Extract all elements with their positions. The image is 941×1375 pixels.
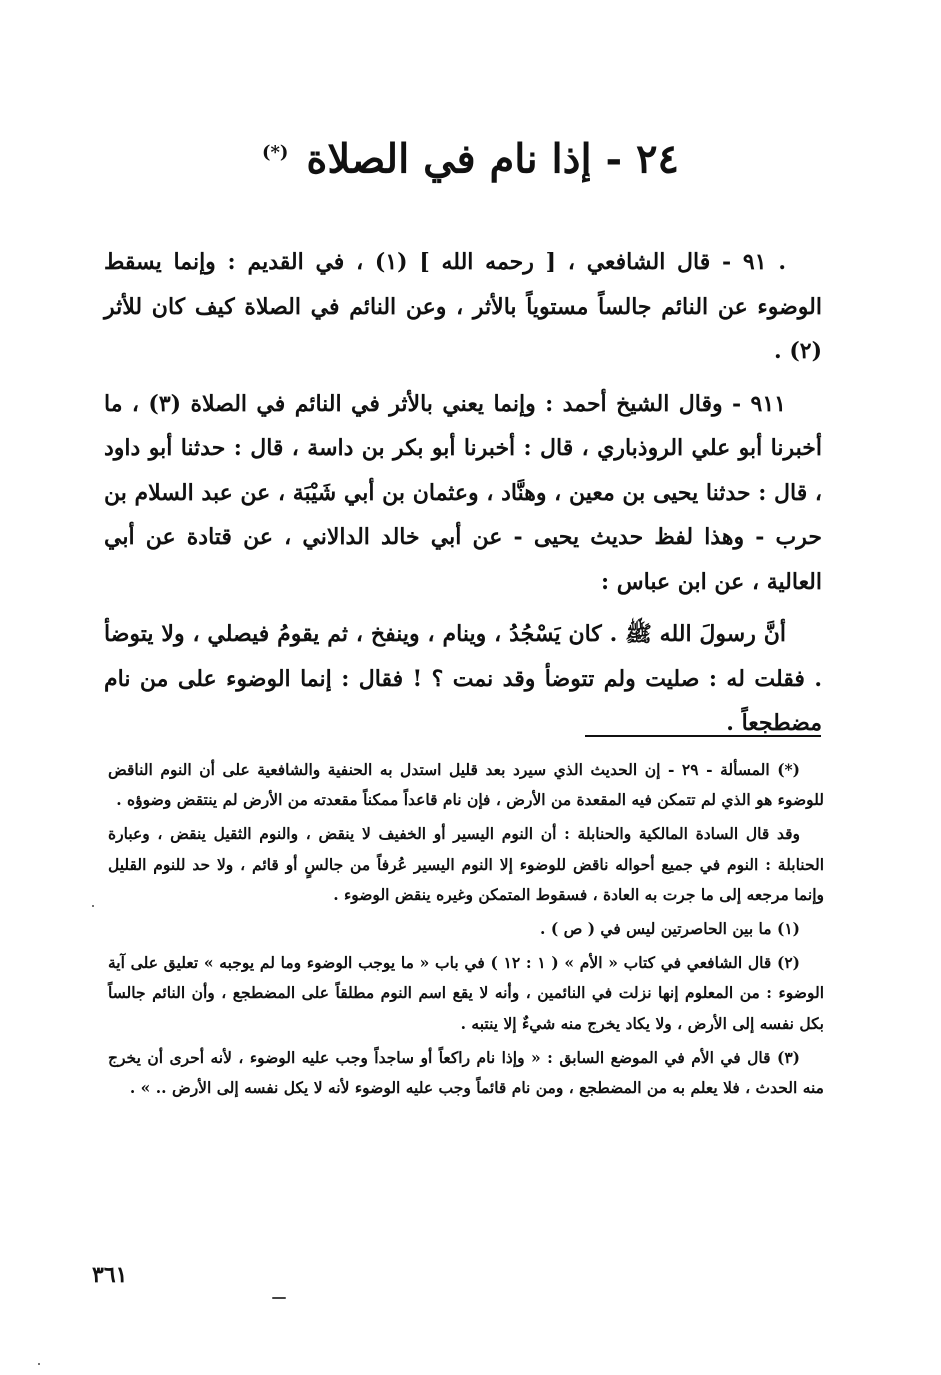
chapter-footnote-marker: (*) [262, 142, 289, 163]
main-text [104, 240, 822, 754]
page-number: ٣٦١ [92, 1262, 128, 1288]
paragraph-911: ٩١١ - وقال الشيخ أحمد : وإنما يعني بالأثر في النائم في الصلاة (٣) ، ما أخبرنا أبو علي الروذباري ، قال : أخبرنا أبو بكر بن داسة ، قال : حدثنا أبو داود ، قال : حدثنا يحيى بن معين ، وهنَّاد ، وعثمان بن أبي شَيْبَة ، عن عبد السلام بن حرب - وهذا لفظ حديث يحيى - عن أبي خالد الدالاني ، عن قتادة عن أبي العالية ، عن ابن عباس : [104, 390, 822, 595]
footnote-separator [585, 735, 821, 737]
chapter-title-text: ٢٤ - إذا نام في الصلاة [306, 135, 679, 183]
footnote-star-continued: وقد قال السادة المالكية والحنابلة : أن النوم اليسير أو الخفيف لا ينقض ، والنوم الثقيل ينقض ، وعبارة الحنابلة : النوم في جميع أحواله ناقض للوضوء إلا النوم اليسير عُرفاً من جالسٍ أو قائم ، ولا حد للنوم القليل وإنما مرجعه إلى ما جرت به العادة ، فسقوط المتمكن وغيره ينقض الوضوء . [108, 824, 824, 904]
scan-speck [92, 905, 94, 907]
chapter-title [100, 118, 841, 194]
hadith-text: أنَّ رسولَ الله ﷺ . كان يَسْجُدُ ، وينام ، وينفخ ، ثم يقومُ فيصلي ، ولا يتوضأ . فقلت له : صليت ولم تتوضأ وقد نمت ؟ ! فقال : إنما الوضوء على من نام مضطجعاً . [104, 621, 822, 736]
scan-speck [38, 1363, 40, 1365]
footnote-3: (٣) قال في الأم في الموضع السابق : « وإذا نام راكعاً أو ساجداً وجب عليه الوضوء ، لأنه أحرى أن يخرج منه الحدث ، فلا يعلم به من المضطجع ، ومن نام قائماً وجب عليه الوضوء لأنه لا يكل نفسه إلى الأرض .. » . [108, 1047, 824, 1098]
footnote-star: (*) المسألة - ٢٩ - إن الحديث الذي سيرد بعد قليل استدل به الحنفية والشافعية على أن النوم الناقض للوضوء هو الذي لم تتمكن فيه المقعدة من الأرض ، فإن نام قاعداً ممكناً مقعدته من الأرض لم ينتقض وضوؤه . [108, 760, 824, 810]
footnote-1: (١) ما بين الحاصرتين ليس في ( ص ) . [540, 919, 800, 939]
scan-speck [272, 1297, 286, 1299]
footnotes [108, 755, 824, 1107]
footnote-2: (٢) قال الشافعي في كتاب « الأم » ( ١ : ١٢ ) في باب « ما يوجب الوضوء وما لم يوجبه » تعليق على آية الوضوء : من المعلوم إنها نزلت في النائمين ، وأنه لا يقع اسم النوم مطلقاً على المضطجع ، وأن النائم جالساً بكل نفسه إلى الأرض ، ولا يكاد يخرج منه شيءٌ إلا ينتبه . [108, 953, 824, 1033]
paragraph-91: . ٩١ - قال الشافعي ، [ رحمه الله ] (١) ، في القديم : وإنما يسقط الوضوء عن النائم جالساً مستوياً بالأثر ، وعن النائم في الصلاة كيف كان للأثر (٢) . [104, 249, 822, 364]
